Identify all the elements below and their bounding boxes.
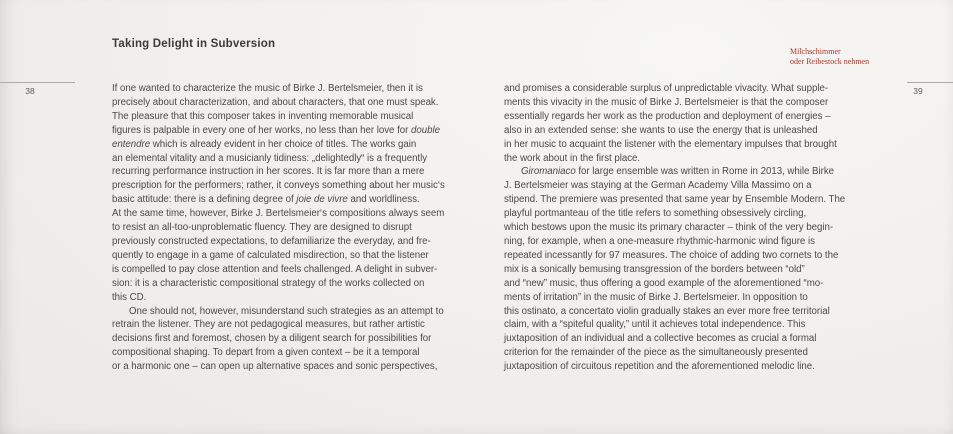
text-line: an elemental vitality and a musicianly tidiness: „delightedly“ is a frequently	[112, 152, 428, 164]
text-line: sion: it is a characteristic compositional strategy of the works collected on	[112, 277, 425, 289]
text-line: ning, for example, when a one-measure rhythmic-harmonic wind figure is	[504, 235, 815, 247]
text-line: prescription for the performers; rather, it conveys something about her music‘s	[112, 180, 445, 192]
text-line: One should not, however, misunderstand such strategies as an attempt to	[129, 305, 444, 317]
text-line: essentially regards her work as the production and deployment of energies –	[504, 110, 831, 122]
running-head-line-2: oder Reibestock nehmen	[790, 56, 870, 66]
text-line: this CD.	[112, 291, 147, 303]
text-line: this ostinato, a concertato violin gradually stakes an ever more free territorial	[504, 305, 830, 317]
page-title: Taking Delight in Subversion	[112, 37, 276, 50]
running-head	[790, 47, 869, 67]
right-folio-rule	[907, 82, 953, 83]
text-line: and “new” music, thus offering a good example of the aforementioned “mo-	[504, 277, 824, 289]
text-line: and promises a considerable surplus of unpredictable vivacity. What supple-	[504, 83, 829, 94]
text-line: in her music to acquaint the listener with the elementary impulses that brought	[504, 138, 837, 150]
text-line: compositional shaping. To depart from a given context – be it a temporal	[112, 347, 420, 359]
text-line: stipend. The premiere was presented that same year by Ensemble Modern. The	[504, 194, 846, 206]
text-line: criterion for the remainder of the piece as the simultaneously presented	[504, 347, 808, 359]
right-page-body	[504, 82, 849, 374]
text-line: J. Bertelsmeier was staying at the German Academy Villa Massimo on a	[504, 180, 812, 192]
text-line: playful portmanteau of the title refers to something obsessively circling,	[504, 208, 807, 220]
text-line: is compelled to pay close attention and feels challenged. A delight in subver-	[112, 263, 438, 275]
text-line: decisions first and foremost, chosen by a diligent search for possibilities for	[112, 333, 432, 345]
text-line: repeated incessantly for 97 measures. The choice of adding two cornets to the	[504, 249, 839, 261]
text-line: precisely about characterization, and about characters, that one must speak.	[112, 96, 439, 108]
text-line: also in an extended sense: she wants to use the energy that is unleashed	[504, 124, 818, 136]
text-line: ments this vivacity in the music of Birke J. Bertelsmeier is that the composer	[504, 96, 829, 108]
text-line: The pleasure that this composer takes in inventing memorable musical	[112, 110, 414, 122]
text-line: ments of irritation” in the music of Birke J. Bertelsmeier. In opposition to	[504, 291, 808, 303]
text-line: retrain the listener. They are not pedagogical measures, but rather artistic	[112, 319, 425, 331]
text-line: the work about in the first place.	[504, 152, 641, 164]
right-page-number: 39	[913, 86, 923, 96]
text-line: or a harmonic one – can open up alternative spaces and sonic perspectives,	[112, 361, 438, 373]
text-line: mix is a sonically bemusing transgression of the borders between “old”	[504, 263, 805, 275]
text-line: Giromaniaco for large ensemble was written in Rome in 2013, while Birke	[521, 166, 835, 178]
running-head-line-1: Milchschimmer	[790, 47, 841, 56]
text-line: previously constructed expectations, to defamiliarize the everyday, and fre-	[112, 235, 431, 247]
text-line: which bestows upon the music its primary character – think of the very begin-	[504, 222, 834, 234]
text-line: recurring performance instruction in her scores. It is far more than a mere	[112, 166, 425, 178]
text-line: quently to engage in a game of calculated misdirection, so that the listener	[112, 249, 429, 261]
left-folio-rule	[0, 82, 75, 83]
text-line: entendre which is already evident in her choice of titles. The works gain	[112, 138, 417, 150]
text-line: basic attitude: there is a defining degree of joie de vivre and worldliness.	[112, 194, 420, 206]
left-page-body	[112, 82, 452, 374]
left-page-number: 38	[25, 86, 35, 96]
text-line: claim, with a “spiteful quality,” until it achieves total independence. This	[504, 319, 806, 331]
text-line: If one wanted to characterize the music of Birke J. Bertelsmeier, then it is	[112, 83, 423, 94]
text-line: At the same time, however, Birke J. Bertelsmeier‘s compositions always seem	[112, 208, 445, 220]
text-line: juxtaposition of an individual and a collective becomes as crucial a formal	[504, 333, 817, 345]
text-line: juxtaposition of circuitous repetition and the aforementioned melodic line.	[504, 361, 815, 373]
text-line: to resist an all-too-unproblematic fluency. They are designed to disrupt	[112, 222, 412, 234]
text-line: figures is palpable in every one of her works, no less than her love for double	[112, 124, 440, 136]
